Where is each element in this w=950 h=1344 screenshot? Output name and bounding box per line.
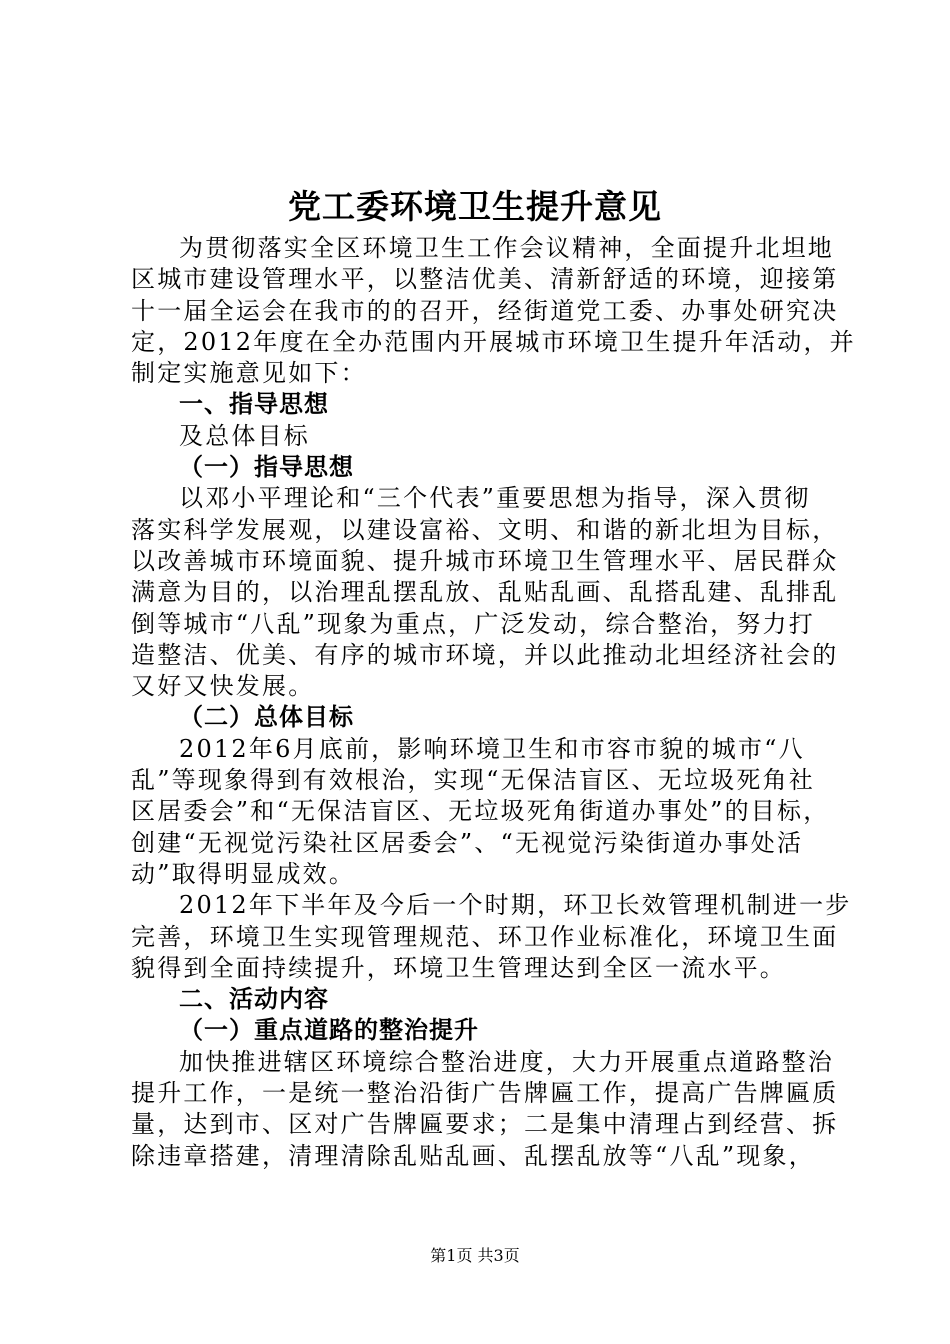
subsection-heading: （二）总体目标 [179, 703, 354, 732]
paragraph-line: 乱”等现象得到有效根治，实现“无保洁盲区、无垃圾死角社 [131, 766, 815, 795]
paragraph-line: 满意为目的，以治理乱摆乱放、乱贴乱画、乱搭乱建、乱排乱 [131, 578, 839, 607]
paragraph-line: 以改善城市环境面貌、提升城市环境卫生管理水平、居民群众 [131, 546, 839, 575]
paragraph-line: 创建“无视觉污染社区居委会”、“无视觉污染街道办事处活 [131, 828, 804, 857]
paragraph-line: 貌得到全面持续提升，环境卫生管理达到全区一流水平。 [131, 953, 786, 982]
paragraph-line: 制定实施意见如下： [131, 359, 367, 388]
subsection-heading: （一）重点道路的整治提升 [179, 1016, 479, 1045]
paragraph-line: 及总体目标 [179, 421, 310, 450]
section-heading: 一、指导思想 [179, 390, 329, 419]
page-number-footer: 第1页 共3页 [430, 1246, 520, 1265]
paragraph-line: 又好又快发展。 [131, 672, 315, 701]
paragraph-line: 除违章搭建，清理清除乱贴乱画、乱摆乱放等“八乱”现象， [131, 1141, 815, 1170]
paragraph-line: 量，达到市、区对广告牌匾要求；二是集中清理占到经营、拆 [131, 1110, 839, 1139]
paragraph-line: 动”取得明显成效。 [131, 859, 356, 888]
paragraph-line: 加快推进辖区环境综合整治进度，大力开展重点道路整治 [179, 1047, 834, 1076]
paragraph-line: 为贯彻落实全区环境卫生工作会议精神，全面提升北坦地 [179, 234, 834, 262]
section-heading: 二、活动内容 [179, 985, 329, 1014]
document-title: 党工委环境卫生提升意见 [288, 187, 662, 226]
paragraph-line: 定，2012年度在全办范围内开展城市环境卫生提升年活动，并 [131, 327, 856, 356]
paragraph-line: 完善，环境卫生实现管理规范、环卫作业标准化，环境卫生面 [131, 922, 839, 951]
paragraph-line: 倒等城市“八乱”现象为重点，广泛发动，综合整治，努力打 [131, 609, 815, 638]
paragraph-line: 2012年6月底前，影响环境卫生和市容市貌的城市“八 [179, 734, 805, 763]
document-body [131, 233, 856, 1172]
subsection-heading: （一）指导思想 [179, 453, 354, 482]
paragraph-line: 区居委会”和“无保洁盲区、无垃圾死角街道办事处”的目标， [131, 797, 830, 826]
paragraph-line: 落实科学发展观，以建设富裕、文明、和谐的新北坦为目标， [131, 515, 839, 544]
paragraph-line: 十一届全运会在我市的的召开，经街道党工委、办事处研究决 [131, 296, 839, 325]
paragraph-line: 以邓小平理论和“三个代表”重要思想为指导，深入贯彻 [179, 484, 811, 513]
paragraph-line: 提升工作，一是统一整治沿街广告牌匾工作，提高广告牌匾质 [131, 1079, 839, 1108]
paragraph-line: 区城市建设管理水平，以整洁优美、清新舒适的环境，迎接第 [131, 265, 839, 294]
paragraph-line: 造整洁、优美、有序的城市环境，并以此推动北坦经济社会的 [131, 640, 839, 669]
paragraph-line: 2012年下半年及今后一个时期，环卫长效管理机制进一步 [179, 891, 852, 920]
